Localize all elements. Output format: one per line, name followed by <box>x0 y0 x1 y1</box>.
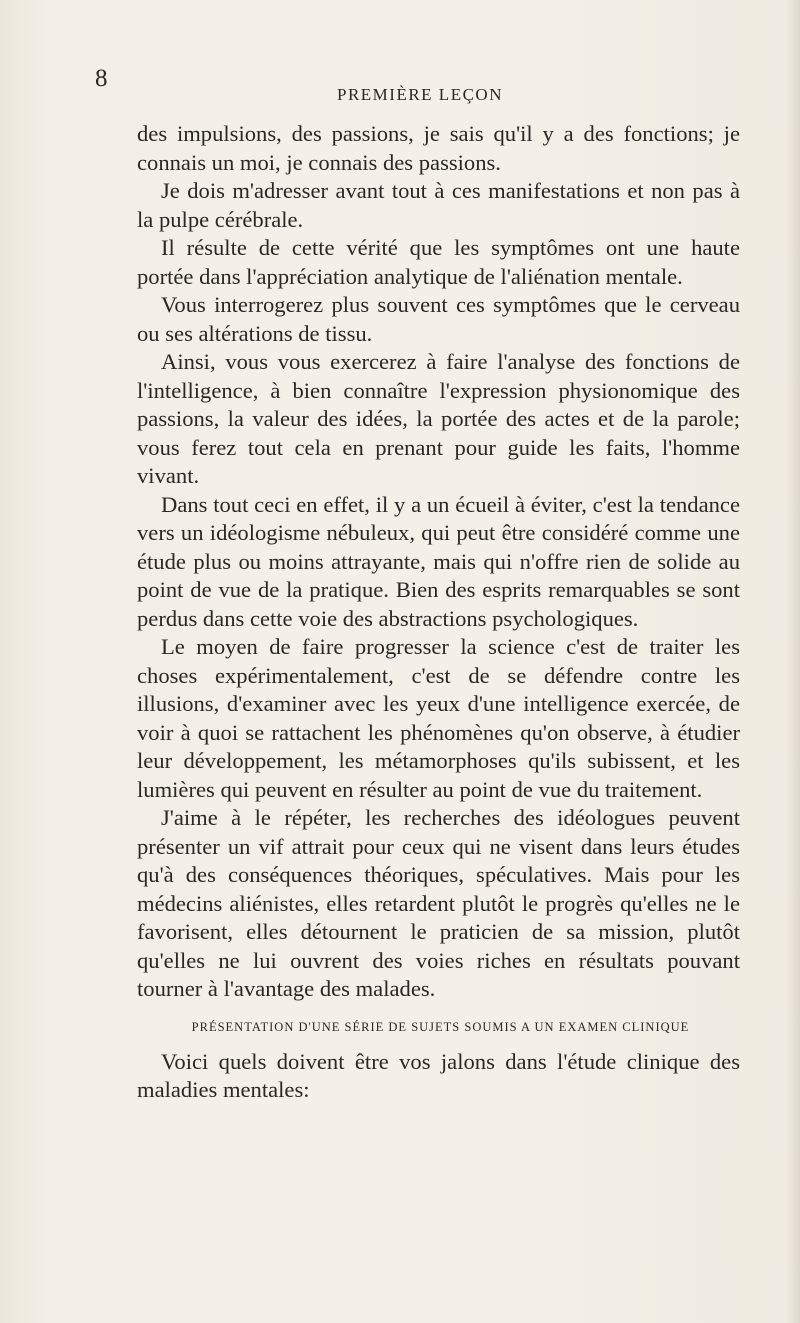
paragraph: J'aime à le répéter, les recherches des idéologues peuvent présenter un vif attrait pour ceux qui ne visent dans leurs études qu'à des conséquences théoriques, spéculatives. Mais pour les médecins aliénistes, elles retardent plutôt le progrès qu'elles ne le favorisent, elles détournent le praticien de sa mission, plutôt qu'elles ne lui ouvrent des voies riches en résultats pouvant tourner à l'avantage des malades. <box>137 805 740 1001</box>
page-edge-shadow <box>786 0 800 1323</box>
paragraph: Il résulte de cette vérité que les symptômes ont une haute portée dans l'appréciation analytique de l'aliénation mentale. <box>137 235 740 289</box>
paragraph: Ainsi, vous vous exercerez à faire l'analyse des fonctions de l'intelligence, à bien connaître l'expression physionomique des passions, la valeur des idées, la portée des actes et de la parole; vous ferez tout cela en prenant pour guide les faits, l'homme vivant. <box>137 349 740 488</box>
paragraph: Vous interrogerez plus souvent ces symptômes que le cerveau ou ses altérations de tissu. <box>137 292 740 346</box>
page-number: 8 <box>95 65 108 92</box>
running-title: PREMIÈRE LEÇON <box>337 85 503 104</box>
paragraph: Dans tout ceci en effet, il y a un écueil à éviter, c'est la tendance vers un idéologisme nébuleux, qui peut être considéré comme une étude plus ou moins attrayante, mais qui n'offre rien de solide au point de vue de la pratique. Bien des esprits remarquables se sont perdus dans cette voie des abstractions psychologiques. <box>137 491 740 631</box>
section-heading: PRÉSENTATION D'UNE SÉRIE DE SUJETS SOUMIS A UN EXAMEN CLINIQUE <box>191 1019 690 1034</box>
paragraph: Le moyen de faire progresser la science c'est de traiter les choses expérimentalement, c'est de se défendre contre les illusions, d'examiner avec les yeux d'une intelligence exercée, de voir à quoi se rattachent les phénomènes qu'on observe, à étudier leur développement, les métamorphoses qu'ils subissent, et les lumières qui peuvent en résulter au point de vue du traitement. <box>137 634 740 802</box>
body-text <box>137 120 740 1105</box>
paragraph: des impulsions, des passions, je sais qu'il y a des fonctions; je connais un moi, je connais des passions. <box>137 121 740 175</box>
paragraph: Je dois m'adresser avant tout à ces manifestations et non pas à la pulpe cérébrale. <box>137 178 740 232</box>
closing-paragraph: Voici quels doivent être vos jalons dans l'étude clinique des maladies mentales: <box>137 1048 740 1102</box>
